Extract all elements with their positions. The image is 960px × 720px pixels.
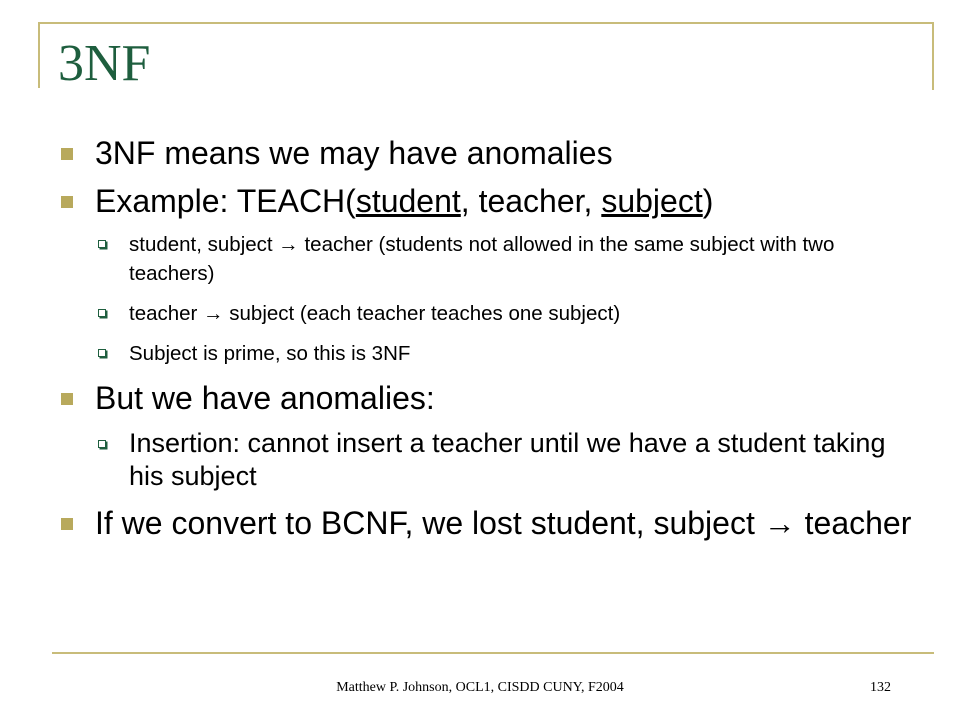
square-bullet-icon [61, 196, 73, 208]
square-bullet-icon [61, 518, 73, 530]
box-bullet-icon [98, 349, 106, 357]
box-bullet-icon [98, 309, 106, 317]
bullet-text: 3NF means we may have anomalies [95, 135, 613, 171]
bullet-item [58, 379, 918, 417]
sub-bullet-item [58, 339, 918, 368]
page-number: 132 [870, 680, 891, 695]
key-attribute-student: student [355, 183, 461, 219]
sub-bullet-item [58, 230, 918, 288]
sub-bullet-text: student, subject → teacher (students not allowed in the same subject with two teachers) [129, 233, 835, 285]
sub-bullet-text: Subject is prime, so this is 3NF [129, 342, 411, 365]
text-segment: Example: TEACH( [95, 183, 356, 219]
sub-bullet-text: teacher → subject (each teacher teaches one subject) [129, 302, 621, 325]
bullet-text [95, 183, 713, 219]
bullet-item [58, 134, 918, 172]
frame-top-line [38, 22, 934, 24]
slide-footer: Matthew P. Johnson, OCL1, CISDD CUNY, F2004 [336, 680, 624, 695]
square-bullet-icon [61, 393, 73, 405]
frame-left-line [38, 22, 40, 88]
slide-title: 3NF [58, 35, 151, 92]
box-bullet-icon [98, 440, 106, 448]
square-bullet-icon [61, 148, 73, 160]
text-segment: , teacher, [460, 183, 602, 219]
bullet-item [58, 182, 918, 220]
slide-content [58, 134, 918, 552]
bullet-text: But we have anomalies: [95, 380, 435, 416]
frame-bottom-line [52, 652, 934, 654]
text-segment: ) [702, 183, 714, 219]
bullet-text: If we convert to BCNF, we lost student, subject → teacher [95, 505, 912, 541]
bullet-item [58, 504, 918, 542]
frame-right-line [932, 22, 934, 90]
sub-bullet-text: Insertion: cannot insert a teacher until we have a student taking his subject [129, 428, 886, 491]
sub-bullet-item [58, 299, 918, 328]
sub-bullet-item [58, 427, 918, 493]
key-attribute-subject: subject [601, 183, 703, 219]
box-bullet-icon [98, 240, 106, 248]
